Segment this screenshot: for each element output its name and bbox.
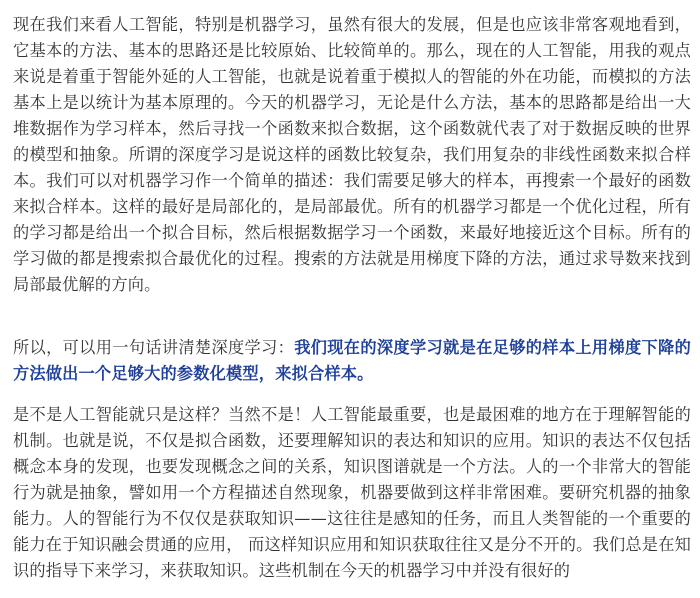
summary-emphasis-text: 我们现在的深度学习就是在足够的样本上用梯度下降的方法做出一个足够大的参数化模型，来拟合样本。 — [13, 338, 691, 383]
paragraph-machine-learning-overview: 现在我们来看人工智能，特别是机器学习，虽然有很大的发展，但是也应该非常客观地看到，它基本的方法、基本的思路还是比较原始、比较简单的。那么，现在的人工智能，用我的观点来说是着重于智能外延的人工智能，也就是说着重于模拟人的智能的外在功能，而模拟的方法基本上是以统计为基本原理的。今天的机器学习，无论是什么方法，基本的思路都是给出一大堆数据作为学习样本，然后寻找一个函数来拟合数据，这个函数就代表了对于数据反映的世界的模型和抽象。所谓的深度学习是说这样的函数比较复杂，我们用复杂的非线性函数来拟合样本。我们可以对机器学习作一个简单的描述：我们需要足够大的样本，再搜索一个最好的函数来拟合样本。这样的最好是局部化的，是局部最优。所有的机器学习都是一个优化过程，所有的学习都是给出一个拟合目标，然后根据数据学习一个函数，来最好地接近这个目标。所有的学习做的都是搜索拟合最优化的过程。搜索的方法就是用梯度下降的方法，通过求导数来找到局部最优解的方向。 — [13, 15, 691, 294]
paragraph-intelligence-mechanism: 是不是人工智能就只是这样？当然不是！人工智能最重要，也是最困难的地方在于理解智能的机制。也就是说，不仅是拟合函数，还要理解知识的表达和知识的应用。知识的表达不仅包括概念本身的发现，也要发现概念之间的关系，知识图谱就是一个方法。人的一个非常大的智能行为就是抽象，譬如用一个方程描述自然现象，机器要做到这样非常困难。要研究机器的抽象能力。人的智能行为不仅仅是获取知识——这往往是感知的任务，而且人类智能的一个重要的能力在于知识融会贯通的应用， 而这样知识应用和知识获取往往又是分不开的。我们总是在知识的指导下来学习，来获取知识。这些机制在今天的机器学习中并没有很好的 — [13, 405, 691, 580]
paragraph-deep-learning-summary — [13, 335, 691, 387]
summary-lead-text: 所以，可以用一句话讲清楚深度学习： — [13, 338, 295, 357]
cropped-heading-remnant — [120, 0, 500, 2]
